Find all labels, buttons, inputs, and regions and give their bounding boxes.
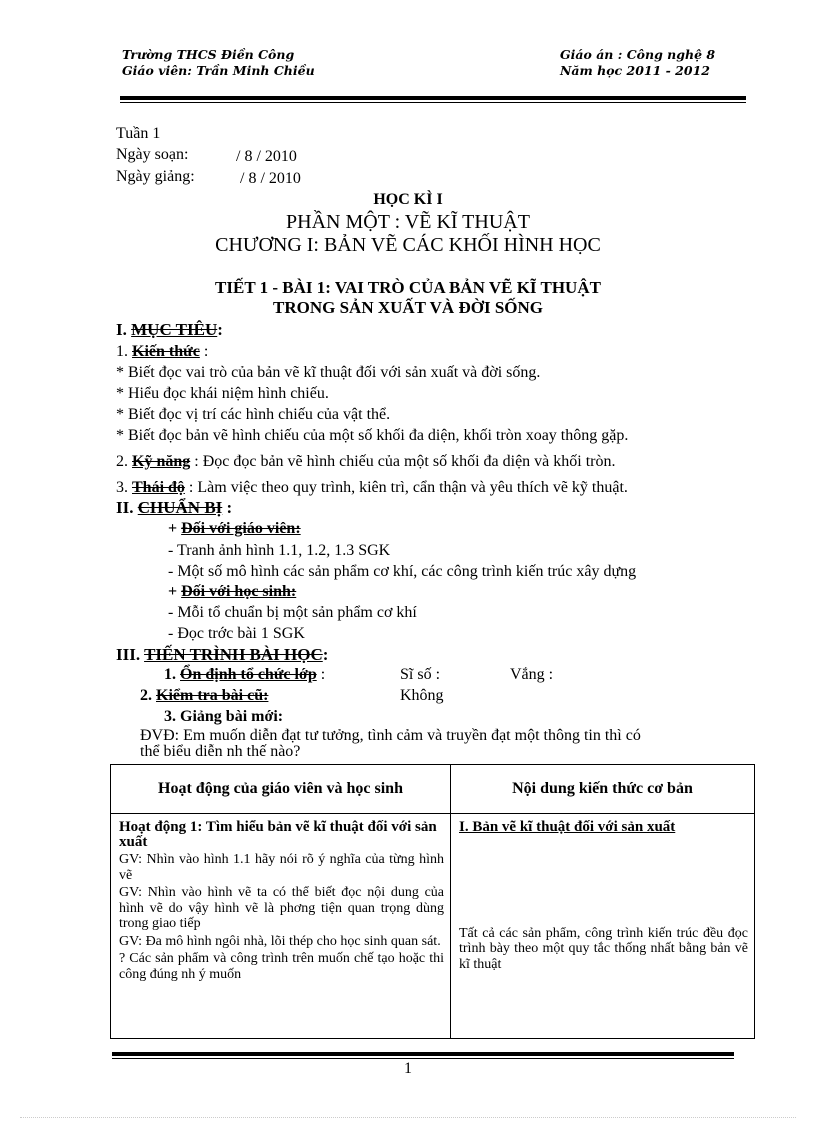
content-text: Tất cả các sản phẩm, công trình kiến trúc đều đọc trình bày theo một quy tắc thống nhất bằng bản vẽ kĩ thuật — [459, 925, 748, 972]
teacher-prep-item: - Một số mô hình các sản phẩm cơ khí, các công trình kiến trúc xây dựng — [168, 563, 637, 580]
step-class-organization — [164, 665, 325, 685]
part-title: PHẦN MỘT : VẼ KĨ THUẬT — [286, 211, 530, 233]
table-header-row — [111, 765, 755, 814]
skills-title: Kỹ năng — [132, 453, 191, 470]
step-new-lesson: 3. Giảng bài mới: — [164, 708, 284, 725]
teacher-prep-title: Đối với giáo viên: — [181, 520, 301, 537]
teacher-name: Giáo viên: Trần Minh Chiều — [122, 63, 315, 78]
step-number: 2. — [140, 687, 152, 704]
page-number: 1 — [404, 1060, 412, 1077]
lesson-title-line2: TRONG SẢN XUẤT VÀ ĐỜI SỐNG — [273, 298, 543, 317]
page-edge — [20, 1117, 796, 1118]
attitude-title: Thái độ — [132, 479, 185, 496]
chapter-title: CHƯƠNG I: BẢN VẼ CÁC KHỐI HÌNH HỌC — [215, 234, 601, 256]
intro-line2: thể biểu diễn nh thế nào? — [140, 743, 301, 760]
header-rule-thick — [120, 96, 746, 100]
activity-table — [110, 764, 755, 1039]
attitude-number: 3. — [116, 479, 128, 496]
step-colon: : — [316, 666, 326, 683]
footer-rule-thick — [112, 1052, 734, 1056]
teach-date-value: / 8 / 2010 — [240, 170, 301, 187]
step-review — [140, 686, 268, 706]
section-title: TIẾN TRÌNH BÀI HỌC — [144, 645, 323, 664]
attitude-text: : Làm việc theo quy trình, kiên trì, cẩn thận và yêu thích vẽ kỹ thuật. — [184, 479, 628, 496]
knowledge-item: * Biết đọc bản vẽ hình chiếu của một số khối đa diện, khối tròn xoay thông gặp. — [116, 427, 629, 444]
header-left — [122, 47, 315, 79]
section-objectives-heading — [116, 320, 223, 340]
attitude-line — [116, 478, 628, 498]
activity-paragraph: GV: Nhìn vào hình vẽ ta có thể biết đọc nội dung của hình vẽ do vậy hình vẽ là phơng tiện quan trọng dùng trong giao tiếp — [119, 885, 444, 931]
teacher-prep-heading — [168, 519, 301, 539]
prep-date-value: / 8 / 2010 — [236, 148, 297, 165]
step-number: 1. — [164, 666, 176, 683]
section-number: I. — [116, 320, 127, 339]
student-prep-heading — [168, 582, 296, 602]
section-title: CHUẨN BỊ — [137, 498, 223, 517]
lesson-title-line1: TIẾT 1 - BÀI 1: VAI TRÒ CỦA BẢN VẼ KĨ THUẬT — [215, 278, 601, 297]
school-year: Năm học 2011 - 2012 — [560, 63, 710, 78]
student-prep-item: - Đọc trớc bài 1 SGK — [168, 625, 305, 642]
knowledge-item: * Hiểu đọc khái niệm hình chiếu. — [116, 385, 329, 402]
column-header: Nội dung kiến thức cơ bản — [451, 765, 755, 814]
content-heading: I. Bản vẽ kĩ thuật đối với sản xuất — [459, 819, 676, 835]
table-row — [111, 814, 755, 1039]
knowledge-colon: : — [199, 343, 209, 360]
intro-line1: ĐVĐ: Em muốn diễn đạt tư tưởng, tình cảm và truyền đạt một thông tin thì có — [140, 727, 641, 744]
knowledge-number: 1. — [116, 343, 128, 360]
skills-number: 2. — [116, 453, 128, 470]
review-value: Không — [400, 687, 444, 704]
activity-paragraph: GV: Đa mô hình ngôi nhà, lõi thép cho học sinh quan sát. — [119, 933, 441, 949]
header-right — [560, 47, 715, 79]
bullet-plus: + — [168, 520, 182, 537]
school-name: Trường THCS Điền Công — [122, 47, 295, 62]
activity-title: Hoạt động 1: Tìm hiểu bản vẽ kĩ thuật đối với sản xuất — [119, 820, 437, 850]
section-title: MỤC TIÊU — [131, 320, 218, 339]
attendance-label: Sĩ số : — [400, 666, 441, 683]
student-prep-title: Đối với học sinh: — [181, 583, 297, 600]
week-label: Tuần 1 — [116, 125, 161, 142]
semester-title: HỌC KÌ I — [373, 191, 443, 208]
activity-paragraph: GV: Nhìn vào hình 1.1 hãy nói rõ ý nghĩa của từng hình vẽ — [119, 852, 444, 883]
step-title: Ổn định tổ chức lớp — [180, 666, 317, 683]
section-colon: : — [322, 645, 329, 664]
skills-line — [116, 452, 615, 472]
skills-text: : Đọc đọc bản vẽ hình chiếu của một số khối đa diện và khối tròn. — [190, 453, 616, 470]
footer-rule-thin — [112, 1058, 734, 1059]
absent-label: Vắng : — [510, 666, 554, 683]
prep-date-label: Ngày soạn: — [116, 146, 189, 163]
activity-paragraph: ? Các sản phẩm và công trình trên muốn chế tạo hoặc thi công đúng nh ý muốn — [119, 951, 444, 982]
knowledge-title: Kiến thức — [132, 343, 200, 360]
knowledge-item: * Biết đọc vị trí các hình chiếu của vật thể. — [116, 406, 391, 423]
section-colon: : — [217, 320, 223, 339]
step-title: Kiểm tra bài cũ: — [156, 687, 269, 704]
section-colon: : — [222, 498, 233, 517]
knowledge-content-cell — [451, 814, 755, 1039]
teach-date-label: Ngày giảng: — [116, 168, 195, 185]
knowledge-heading — [116, 342, 208, 362]
subject-name: Giáo án : Công nghệ 8 — [560, 47, 716, 62]
section-preparation-heading — [116, 498, 232, 518]
bullet-plus: + — [168, 583, 182, 600]
student-prep-item: - Mỗi tổ chuẩn bị một sản phẩm cơ khí — [168, 604, 417, 621]
header-rule-thin — [120, 102, 746, 103]
section-number: II. — [116, 498, 134, 517]
teacher-activity-cell — [111, 814, 451, 1039]
teacher-prep-item: - Tranh ảnh hình 1.1, 1.2, 1.3 SGK — [168, 542, 391, 559]
column-header: Hoạt động của giáo viên và học sinh — [111, 765, 451, 814]
section-number: III. — [116, 645, 141, 664]
section-procedure-heading — [116, 645, 328, 665]
knowledge-item: * Biết đọc vai trò của bản vẽ kĩ thuật đối với sản xuất và đời sống. — [116, 364, 541, 381]
